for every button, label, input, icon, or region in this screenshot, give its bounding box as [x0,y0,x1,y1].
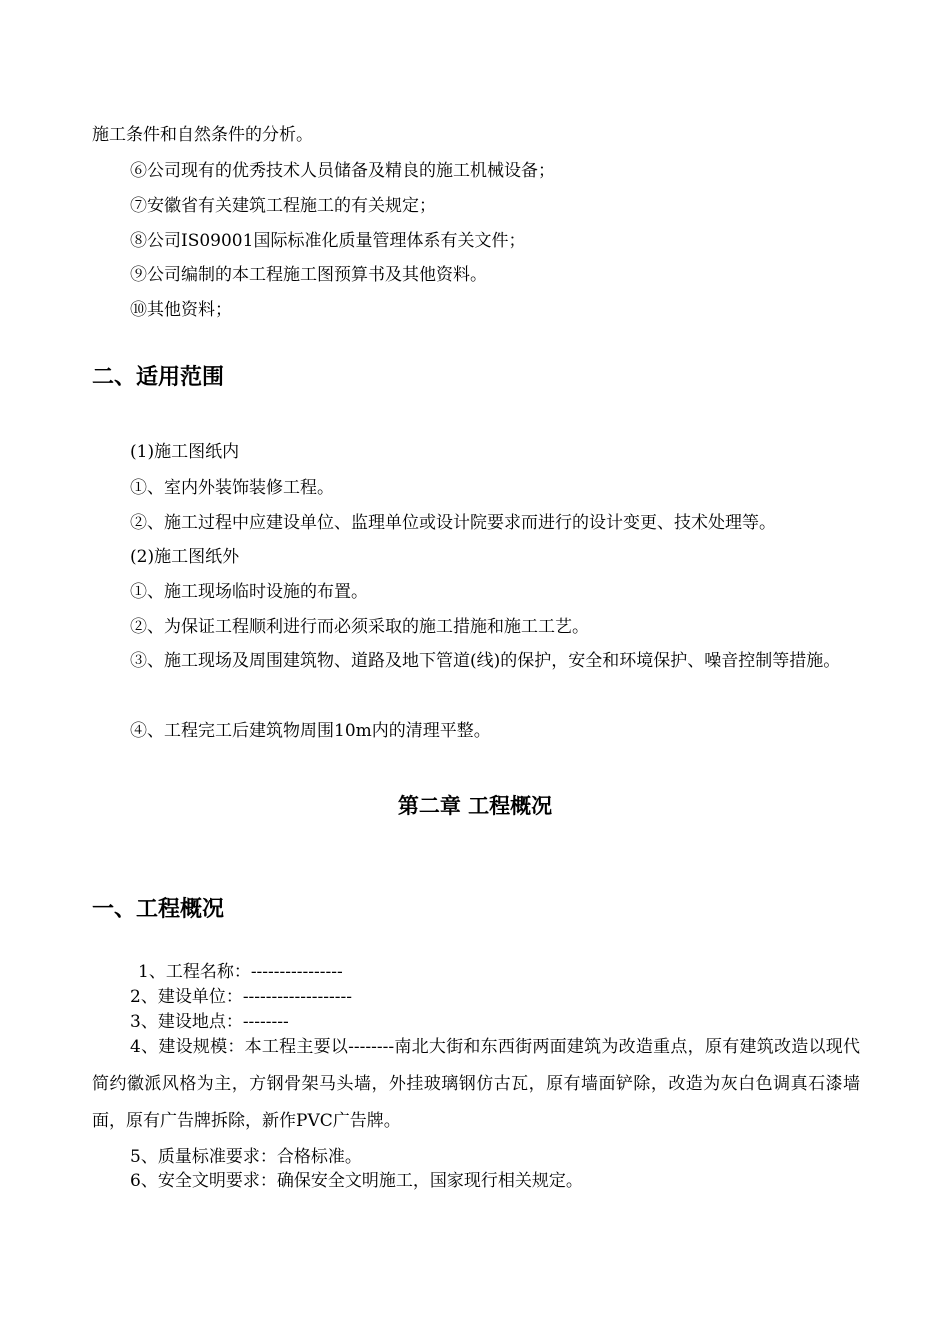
safety-requirement: 6、安全文明要求：确保安全文明施工，国家现行相关规定。 [130,1171,583,1191]
outside-item-4: ④、工程完工后建筑物周围10m内的清理平整。 [130,721,491,741]
project-name: 1、工程名称：---------------- [138,962,343,982]
chapter-title: 第二章 工程概况 [397,794,553,818]
basis-item-9: ⑨公司编制的本工程施工图预算书及其他资料。 [130,265,487,285]
outside-item-1: ①、施工现场临时设施的布置。 [130,582,368,602]
outside-item-3: ③、施工现场及周围建筑物、道路及地下管道(线)的保护，安全和环境保护、噪音控制等措施。 [130,651,841,671]
outside-item-2: ②、为保证工程顺利进行而必须采取的施工措施和施工工艺。 [130,617,589,637]
basis-item-10: ⑩其他资料； [130,300,232,320]
continuation-text: 施工条件和自然条件的分析。 [92,125,313,145]
scope-heading: 二、适用范围 [92,365,225,390]
inside-item-2: ②、施工过程中应建设单位、监理单位或设计院要求而进行的设计变更、技术处理等。 [130,513,776,533]
overview-heading: 一、工程概况 [92,897,225,922]
inside-item-1: ①、室内外装饰装修工程。 [130,478,334,498]
builder-unit: 2、建设单位：------------------- [130,987,352,1007]
basis-item-6: ⑥公司现有的优秀技术人员储备及精良的施工机械设备； [130,161,555,181]
basis-item-7: ⑦安徽省有关建筑工程施工的有关规定； [130,196,436,216]
build-location: 3、建设地点：-------- [130,1012,289,1032]
quality-standard: 5、质量标准要求：合格标准。 [130,1147,362,1167]
outside-drawings-title: (2)施工图纸外 [130,547,240,567]
build-scale: 4、建设规模：本工程主要以--------南北大街和东西街两面建筑为改造重点，原有建筑改造以现代简约徽派风格为主，方钢骨架马头墙，外挂玻璃钢仿古瓦，原有墙面铲除，改造为灰白色调真石漆墙面，原有广告牌拆除，新作PVC广告牌。 [92,1037,860,1131]
basis-item-8: ⑧公司IS09001国际标准化质量管理体系有关文件； [130,231,526,251]
inside-drawings-title: (1)施工图纸内 [130,442,240,462]
